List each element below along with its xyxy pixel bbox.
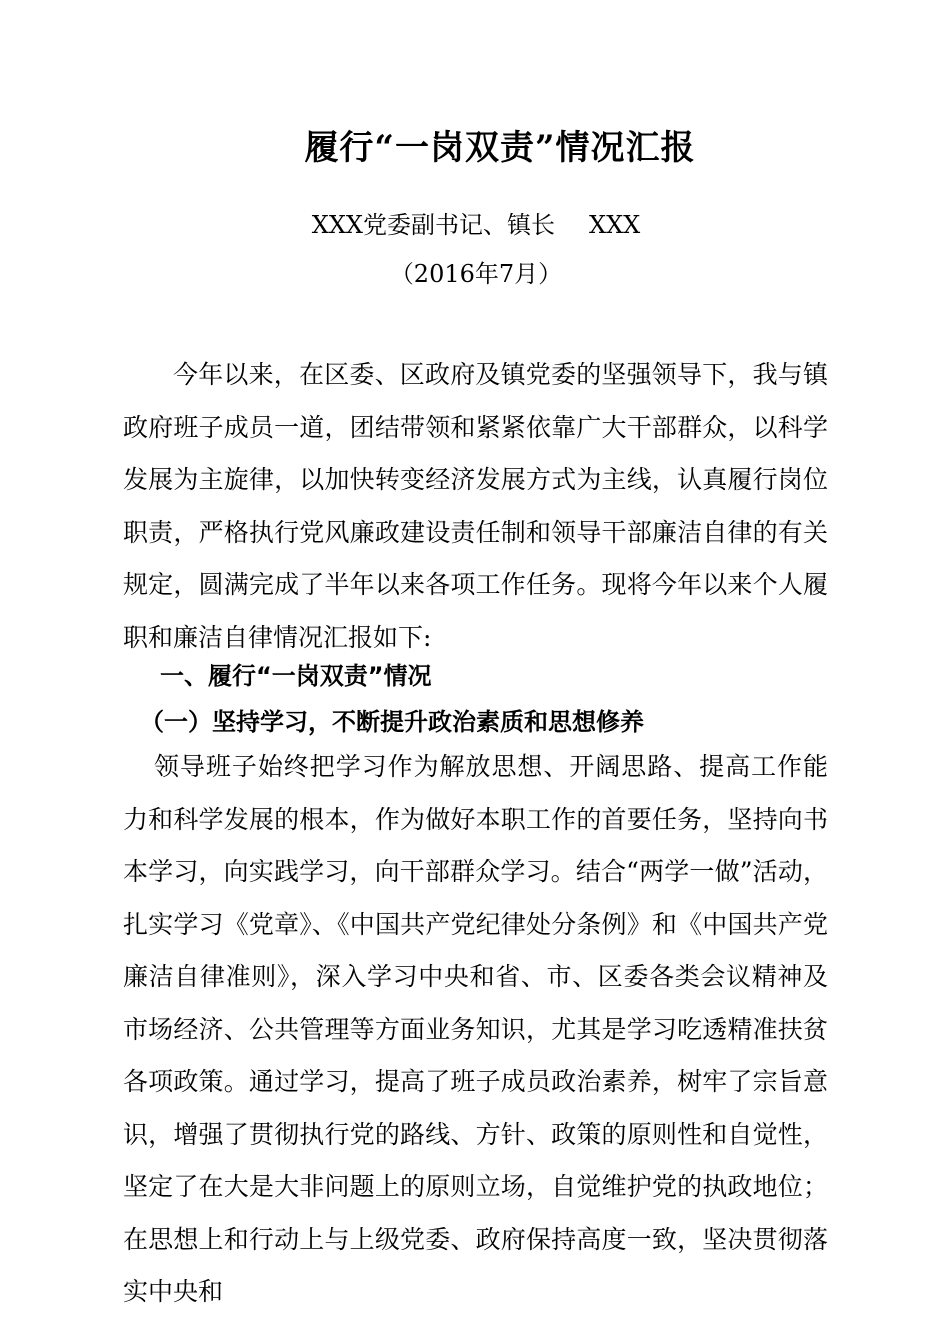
author-name: XXX [589,211,641,239]
author-line [0,205,950,245]
subsection-heading: （一）坚持学习，不断提升政治素质和思想修养 [140,708,644,736]
section-heading: 一、履行“一岗双责”情况 [160,662,432,690]
document-title: 履行“一岗双责”情况汇报 [304,128,696,168]
author-org: XXX党委副书记、镇长 [311,211,555,239]
subsection-paragraph: 领导班子始终把学习作为解放思想、开阔思路、提高工作能力和科学发展的根本，作为做好本职工作的首要任务，坚持向书本学习，向实践学习，向干部群众学习。结合“两学一做”活动，扎实学习《党章》、《中国共产党纪律处分条例》和《中国共产党廉洁自律准则》，深入学习中央和省、市、区委各类会议精神及市场经济、公共管理等方面业务知识，尤其是学习吃透精准扶贫各项政策。通过学习，提高了班子成员政治素养，树牢了宗旨意识，增强了贯彻执行党的路线、方针、政策的原则性和自觉性，坚定了在大是大非问题上的原则立场，自觉维护党的执政地位；在思想上和行动上与上级党委、政府保持高度一致，坚决贯彻落实中央和 [123,752,828,1306]
intro-paragraph: 今年以来，在区委、区政府及镇党委的坚强领导下，我与镇政府班子成员一道，团结带领和紧紧依靠广大干部群众，以科学发展为主旋律，以加快转变经济发展方式为主线，认真履行岗位职责，严格执行党风廉政建设责任制和领导干部廉洁自律的有关规定，圆满完成了半年以来各项工作任务。现将今年以来个人履职和廉洁自律情况汇报如下: [123,360,828,652]
document-date: （2016年7月） [389,260,563,288]
